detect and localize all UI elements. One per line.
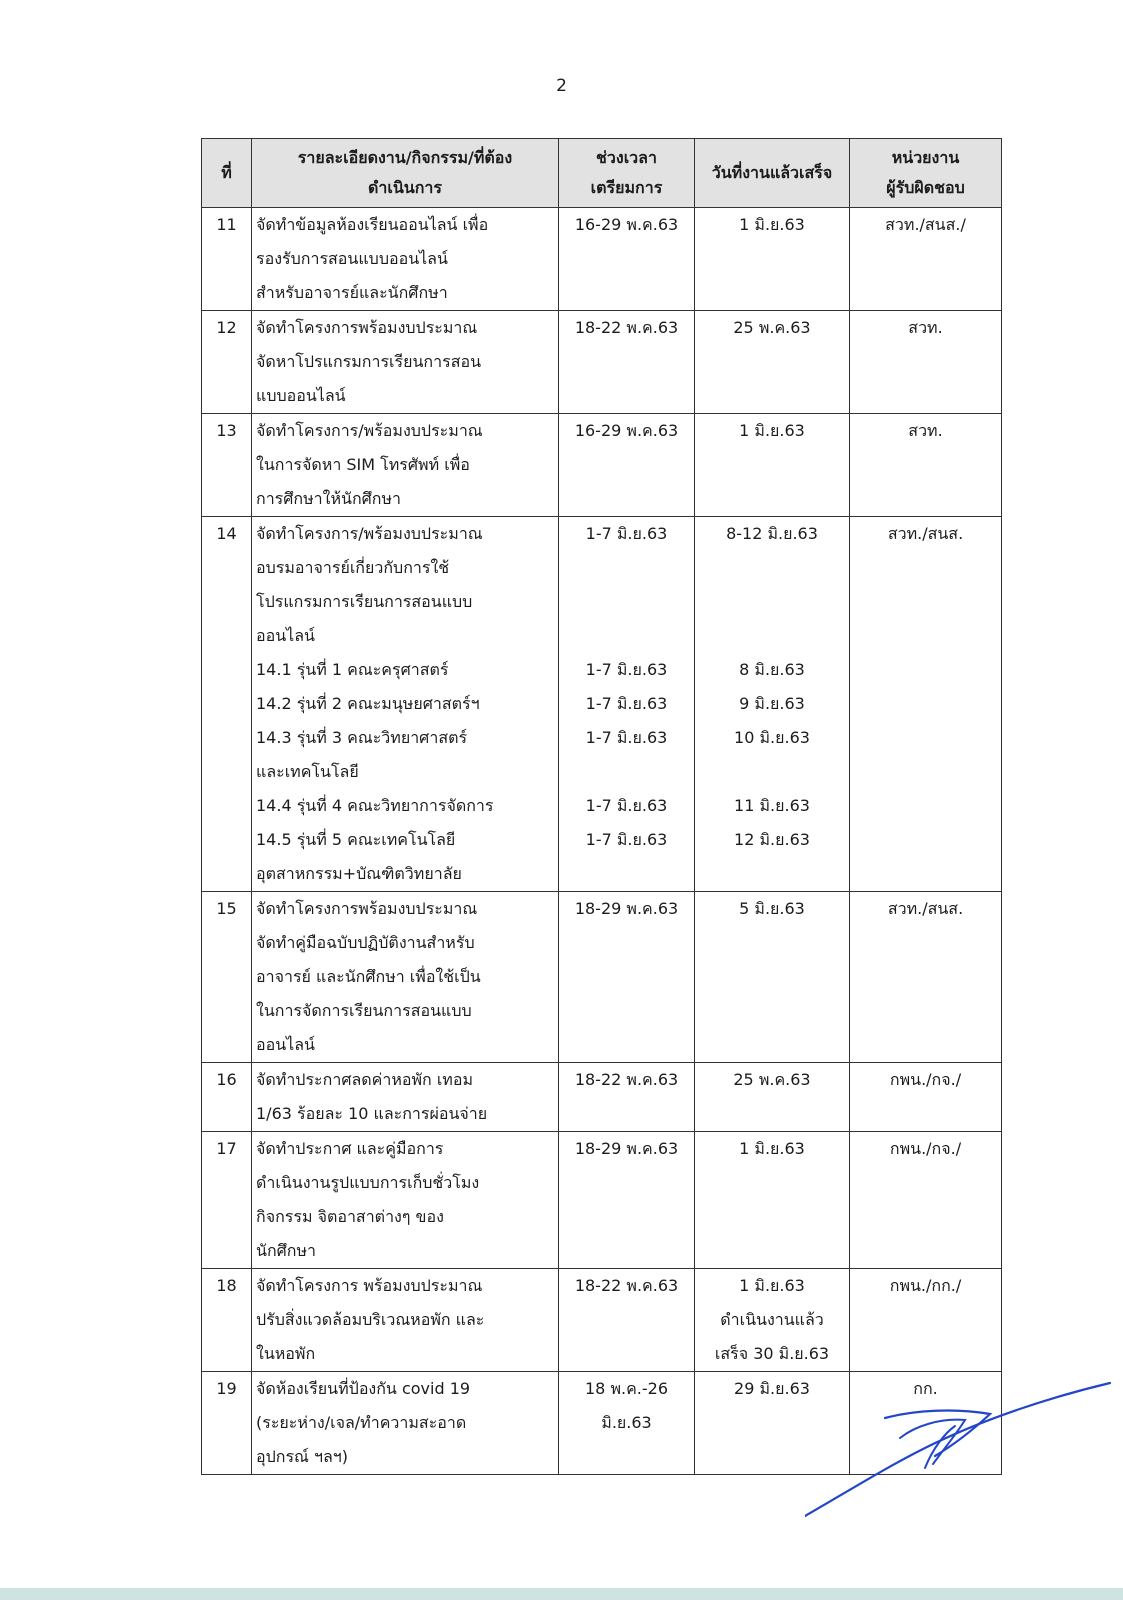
row-description-line: ในการจัดหา SIM โทรศัพท์ เพื่อ xyxy=(256,455,470,474)
row-period xyxy=(559,1269,695,1372)
row-description-line: โปรแกรมการเรียนการสอนแบบ xyxy=(256,592,473,611)
table-row xyxy=(202,1132,1002,1269)
row-period-line: 1-7 มิ.ย.63 xyxy=(585,796,668,815)
row-responsible-unit-line: กพน./กก./ xyxy=(889,1276,962,1295)
row-description-line: 1/63 ร้อยละ 10 และการผ่อนจ่าย xyxy=(256,1104,488,1123)
header-unit xyxy=(850,139,1002,208)
table-row xyxy=(202,1269,1002,1372)
row-description-line: อบรมอาจารย์เกี่ยวกับการใช้ xyxy=(256,558,450,577)
row-responsible-unit-line: กพน./กจ./ xyxy=(889,1139,962,1158)
header-period xyxy=(559,139,695,208)
row-completion-date xyxy=(695,517,850,892)
row-completion-date-line: 8-12 มิ.ย.63 xyxy=(726,524,818,543)
row-completion-date xyxy=(695,414,850,517)
signature-icon xyxy=(805,1378,1115,1528)
header-period-line: เตรียมการ xyxy=(590,178,663,197)
row-period-line: 1-7 มิ.ย.63 xyxy=(585,830,668,849)
row-description-line: 14.1 รุ่นที่ 1 คณะครุศาสตร์ xyxy=(256,660,449,679)
row-period-line: 18 พ.ค.-26 xyxy=(585,1379,668,1398)
row-period xyxy=(559,414,695,517)
row-period xyxy=(559,517,695,892)
row-description-line: จัดทำโครงการพร้อมงบประมาณ xyxy=(256,318,478,337)
row-period-line: มิ.ย.63 xyxy=(601,1413,652,1432)
row-responsible-unit xyxy=(850,1132,1002,1269)
row-number: 15 xyxy=(202,892,252,1063)
row-completion-date-line: 5 มิ.ย.63 xyxy=(739,899,805,918)
row-completion-date-line: 1 มิ.ย.63 xyxy=(739,1276,805,1295)
row-completion-date-line: 9 มิ.ย.63 xyxy=(739,694,805,713)
header-done: วันที่งานแล้วเสร็จ xyxy=(695,139,850,208)
header-detail xyxy=(252,139,559,208)
row-description-line: ในการจัดการเรียนการสอนแบบ xyxy=(256,1001,472,1020)
row-description-line: อาจารย์ และนักศึกษา เพื่อใช้เป็น xyxy=(256,967,481,986)
row-period xyxy=(559,1132,695,1269)
row-completion-date-line: 10 มิ.ย.63 xyxy=(734,728,810,747)
row-completion-date-line: 29 มิ.ย.63 xyxy=(734,1379,810,1398)
header-no: ที่ xyxy=(202,139,252,208)
table-row xyxy=(202,311,1002,414)
row-period xyxy=(559,1372,695,1475)
row-description xyxy=(252,517,559,892)
row-completion-date-line: ดำเนินงานแล้ว xyxy=(720,1310,824,1329)
row-responsible-unit-line: สวท. xyxy=(908,318,943,337)
row-description-line: กิจกรรม จิตอาสาต่างๆ ของ xyxy=(256,1207,444,1226)
header-unit-line: หน่วยงาน xyxy=(891,148,960,167)
row-description-line: จัดทำคู่มือฉบับปฏิบัติงานสำหรับ xyxy=(256,933,475,952)
row-number: 11 xyxy=(202,208,252,311)
line-spacer xyxy=(699,551,845,585)
row-number: 17 xyxy=(202,1132,252,1269)
row-responsible-unit-line: กพน./กจ./ xyxy=(889,1070,962,1089)
page-bottom-edge xyxy=(0,1588,1123,1600)
row-description-line: ปรับสิ่งแวดล้อมบริเวณหอพัก และ xyxy=(256,1310,485,1329)
table-row xyxy=(202,414,1002,517)
row-number: 14 xyxy=(202,517,252,892)
row-description-line: จัดทำโครงการ/พร้อมงบประมาณ xyxy=(256,421,483,440)
row-completion-date xyxy=(695,208,850,311)
line-spacer xyxy=(563,585,690,619)
row-description-line: การศึกษาให้นักศึกษา xyxy=(256,489,401,508)
row-completion-date xyxy=(695,1063,850,1132)
row-period xyxy=(559,208,695,311)
header-detail-line: ดำเนินการ xyxy=(368,178,442,197)
line-spacer xyxy=(563,619,690,653)
row-description-line: รองรับการสอนแบบออนไลน์ xyxy=(256,249,448,268)
row-description-line: อุปกรณ์ ฯลฯ) xyxy=(256,1447,348,1466)
row-description-line: และเทคโนโลยี xyxy=(256,762,359,781)
row-description xyxy=(252,1269,559,1372)
row-responsible-unit xyxy=(850,1269,1002,1372)
row-period xyxy=(559,892,695,1063)
row-description-line: นักศึกษา xyxy=(256,1241,316,1260)
row-responsible-unit xyxy=(850,1063,1002,1132)
row-completion-date-line: 11 มิ.ย.63 xyxy=(734,796,810,815)
row-completion-date-line: 1 มิ.ย.63 xyxy=(739,215,805,234)
row-responsible-unit-line: สวท./สนส./ xyxy=(885,215,966,234)
row-period-line: 1-7 มิ.ย.63 xyxy=(585,524,668,543)
row-completion-date-line: 25 พ.ค.63 xyxy=(733,318,811,337)
row-completion-date xyxy=(695,311,850,414)
row-number: 18 xyxy=(202,1269,252,1372)
table-row xyxy=(202,1063,1002,1132)
row-number: 12 xyxy=(202,311,252,414)
row-description xyxy=(252,1063,559,1132)
table-row xyxy=(202,208,1002,311)
row-period-line: 16-29 พ.ค.63 xyxy=(574,215,679,234)
row-completion-date xyxy=(695,1132,850,1269)
row-period xyxy=(559,1063,695,1132)
row-description xyxy=(252,311,559,414)
row-number: 16 xyxy=(202,1063,252,1132)
row-period-line: 18-29 พ.ค.63 xyxy=(574,899,679,918)
row-responsible-unit-line: สวท./สนส. xyxy=(887,899,964,918)
row-description-line: ออนไลน์ xyxy=(256,1035,315,1054)
row-description-line: ออนไลน์ xyxy=(256,626,315,645)
row-description xyxy=(252,1372,559,1475)
row-completion-date-line: 1 มิ.ย.63 xyxy=(739,421,805,440)
row-period-line: 18-22 พ.ค.63 xyxy=(574,318,679,337)
header-detail-line: รายละเอียดงาน/กิจกรรม/ที่ต้อง xyxy=(297,148,513,167)
row-period-line: 1-7 มิ.ย.63 xyxy=(585,660,668,679)
row-responsible-unit xyxy=(850,892,1002,1063)
header-period-line: ช่วงเวลา xyxy=(596,148,657,167)
row-description-line: สำหรับอาจารย์และนักศึกษา xyxy=(256,283,448,302)
row-description-line: จัดหาโปรแกรมการเรียนการสอน xyxy=(256,352,481,371)
row-period-line: 1-7 มิ.ย.63 xyxy=(585,728,668,747)
table-body xyxy=(202,208,1002,1475)
row-number: 13 xyxy=(202,414,252,517)
row-period-line: 18-22 พ.ค.63 xyxy=(574,1276,679,1295)
row-description xyxy=(252,1132,559,1269)
row-completion-date-line: 25 พ.ค.63 xyxy=(733,1070,811,1089)
table-row xyxy=(202,517,1002,892)
row-description-line: ดำเนินงานรูปแบบการเก็บชั่วโมง xyxy=(256,1173,480,1192)
row-completion-date-line: 8 มิ.ย.63 xyxy=(739,660,805,679)
row-responsible-unit-line: สวท./สนส. xyxy=(887,524,964,543)
row-description-line: ในหอพัก xyxy=(256,1344,316,1363)
activity-table xyxy=(201,138,1002,1475)
page-number: 2 xyxy=(556,76,567,96)
row-period-line: 16-29 พ.ค.63 xyxy=(574,421,679,440)
row-description-line: จัดทำประกาศลดค่าหอพัก เทอม xyxy=(256,1070,473,1089)
row-description-line: 14.5 รุ่นที่ 5 คณะเทคโนโลยี xyxy=(256,830,456,849)
row-description xyxy=(252,414,559,517)
line-spacer xyxy=(563,755,690,789)
line-spacer xyxy=(699,585,845,619)
row-description-line: 14.2 รุ่นที่ 2 คณะมนุษยศาสตร์ฯ xyxy=(256,694,480,713)
row-description xyxy=(252,208,559,311)
row-description-line: 14.3 รุ่นที่ 3 คณะวิทยาศาสตร์ xyxy=(256,728,468,747)
row-period-line: 1-7 มิ.ย.63 xyxy=(585,694,668,713)
line-spacer xyxy=(563,551,690,585)
row-description-line: จัดทำโครงการ/พร้อมงบประมาณ xyxy=(256,524,483,543)
line-spacer xyxy=(699,619,845,653)
row-description-line: จัดทำโครงการพร้อมงบประมาณ xyxy=(256,899,478,918)
row-description-line: จัดทำประกาศ และคู่มือการ xyxy=(256,1139,444,1158)
row-completion-date-line: 12 มิ.ย.63 xyxy=(734,830,810,849)
row-responsible-unit-line: สวท. xyxy=(908,421,943,440)
row-responsible-unit-line: กก. xyxy=(913,1379,938,1398)
row-completion-date xyxy=(695,1269,850,1372)
row-completion-date-line: เสร็จ 30 มิ.ย.63 xyxy=(714,1344,830,1363)
row-number: 19 xyxy=(202,1372,252,1475)
row-description-line: จัดห้องเรียนที่ป้องกัน covid 19 xyxy=(256,1379,471,1398)
row-period-line: 18-29 พ.ค.63 xyxy=(574,1139,679,1158)
row-responsible-unit xyxy=(850,208,1002,311)
row-period-line: 18-22 พ.ค.63 xyxy=(574,1070,679,1089)
row-description-line: 14.4 รุ่นที่ 4 คณะวิทยาการจัดการ xyxy=(256,796,494,815)
row-responsible-unit xyxy=(850,517,1002,892)
table-header xyxy=(202,139,1002,208)
row-description-line: จัดทำโครงการ พร้อมงบประมาณ xyxy=(256,1276,483,1295)
row-completion-date-line: 1 มิ.ย.63 xyxy=(739,1139,805,1158)
row-period xyxy=(559,311,695,414)
row-description-line: จัดทำข้อมูลห้องเรียนออนไลน์ เพื่อ xyxy=(256,215,489,234)
row-description-line: (ระยะห่าง/เจล/ทำความสะอาด xyxy=(256,1413,467,1432)
header-unit-line: ผู้รับผิดชอบ xyxy=(886,178,965,197)
row-completion-date xyxy=(695,892,850,1063)
row-description-line: แบบออนไลน์ xyxy=(256,386,346,405)
line-spacer xyxy=(699,755,845,789)
row-description-line: อุตสาหกรรม+บัณฑิตวิทยาลัย xyxy=(256,864,462,883)
table-row xyxy=(202,892,1002,1063)
row-description xyxy=(252,892,559,1063)
row-responsible-unit xyxy=(850,311,1002,414)
row-responsible-unit xyxy=(850,414,1002,517)
